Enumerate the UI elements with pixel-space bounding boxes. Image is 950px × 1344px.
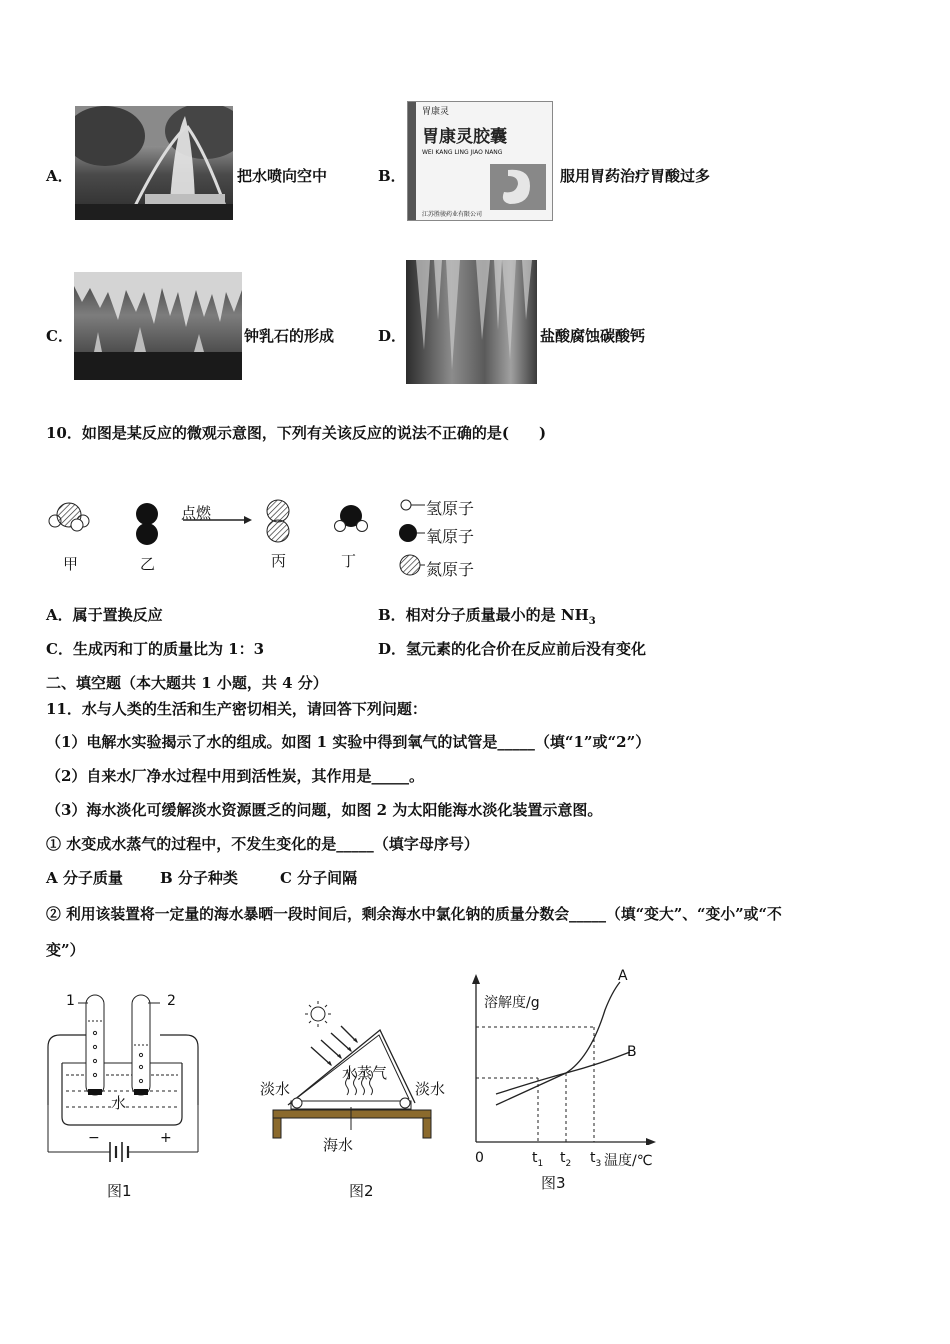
q10-stem: 10．如图是某反应的微观示意图，下列有关该反应的说法不正确的是( ) bbox=[46, 424, 547, 442]
stalactite-photo bbox=[74, 272, 242, 380]
curve-b bbox=[496, 1052, 630, 1094]
q10-option-d: D．氢元素的化合价在反应前后没有变化 bbox=[378, 640, 647, 658]
fig2-sea: 海水 bbox=[323, 1136, 354, 1154]
medicine-pinyin: WEI KANG LING JIAO NANG bbox=[422, 149, 503, 156]
option-d-letter: D． bbox=[378, 327, 407, 345]
option-a-text: 把水喷向空中 bbox=[237, 167, 328, 185]
legend-hydrogen: 氢原子 bbox=[426, 499, 475, 518]
fig1-water-label: 水 bbox=[111, 1094, 127, 1112]
fig2-vapor: 水蒸气 bbox=[342, 1064, 388, 1082]
fig3-t3: $t_3$ bbox=[590, 1150, 602, 1169]
fig1-tube1-label: 1 bbox=[66, 993, 75, 1009]
q11-part2: （2）自来水厂净水过程中用到活性炭，其作用是_____。 bbox=[46, 767, 424, 785]
q10-option-a: A．属于置换反应 bbox=[46, 606, 163, 624]
fig3-curve-a-label: A bbox=[618, 968, 628, 984]
oxygen-molecule-icon bbox=[136, 503, 158, 545]
option-b-text: 服用胃药治疗胃酸过多 bbox=[560, 167, 711, 185]
label-bing: 丙 bbox=[271, 552, 287, 570]
fig1-minus-label: − bbox=[88, 1130, 100, 1146]
q11-part3: （3）海水淡化可缓解淡水资源匮乏的问题，如图 2 为太阳能海水淡化装置示意图。 bbox=[46, 801, 603, 819]
oxygen-legend-icon bbox=[399, 524, 417, 542]
fig3-caption: 图3 bbox=[541, 1174, 566, 1192]
q11-sub2-line2: 变”） bbox=[46, 941, 85, 959]
option-b-letter: B． bbox=[378, 167, 406, 185]
fig2-fresh-right: 淡水 bbox=[415, 1080, 446, 1098]
fountain-photo bbox=[75, 106, 233, 220]
option-a-letter: A． bbox=[46, 167, 73, 185]
water-molecule-icon bbox=[335, 505, 368, 532]
q11-sub2-line1: ② 利用该装置将一定量的海水暴晒一段时间后，剩余海水中氯化钠的质量分数会_____（填“变大”、“变小”或“不 bbox=[46, 906, 782, 923]
fig1-caption: 图1 bbox=[107, 1182, 132, 1200]
section-header: 二、填空题（本大题共 1 小题，共 4 分） bbox=[46, 674, 328, 692]
q11-opt-b: B 分子种类 bbox=[160, 869, 238, 887]
fig3-ylabel: 溶解度/g bbox=[484, 995, 540, 1011]
q11-part1: （1）电解水实验揭示了水的组成。如图 1 实验中得到氧气的试管是_____（填“1”或“2”） bbox=[46, 733, 651, 751]
fig3-origin: 0 bbox=[475, 1150, 484, 1166]
legend-oxygen: 氧原子 bbox=[426, 527, 475, 546]
fig2-fresh-left: 淡水 bbox=[260, 1080, 291, 1098]
label-jia: 甲 bbox=[63, 555, 79, 573]
figure1-electrolysis bbox=[40, 985, 210, 1175]
option-d-text: 盐酸腐蚀碳酸钙 bbox=[540, 327, 646, 345]
fig3-curve-b-label: B bbox=[627, 1044, 637, 1060]
label-yi: 乙 bbox=[140, 555, 156, 573]
fig1-tube2-label: 2 bbox=[167, 993, 176, 1009]
option-c-text: 钟乳石的形成 bbox=[244, 327, 335, 345]
q11-opt-a: A 分子质量 bbox=[46, 869, 123, 887]
fig3-xlabel: 温度/℃ bbox=[604, 1153, 653, 1169]
legend-nitrogen: 氮原子 bbox=[426, 560, 475, 579]
fig3-t2: $t_2$ bbox=[560, 1150, 572, 1169]
fig2-caption: 图2 bbox=[349, 1182, 374, 1200]
medicine-maker: 江苏胜骏药业有限公司 bbox=[422, 211, 483, 218]
stomach-icon bbox=[490, 164, 546, 210]
q10-option-c: C．生成丙和丁的质量比为 1：3 bbox=[46, 640, 265, 658]
q11-opt-c: C 分子间隔 bbox=[280, 869, 358, 887]
nitrogen-legend-icon bbox=[400, 555, 420, 575]
option-c-letter: C． bbox=[46, 327, 73, 345]
fig3-t1: $t_1$ bbox=[532, 1150, 544, 1169]
arrow-label: 点燃 bbox=[181, 504, 212, 522]
q11-stem: 11．水与人类的生活和生产密切相关，请回答下列问题： bbox=[46, 700, 427, 718]
ammonia-molecule-icon bbox=[49, 503, 89, 531]
hydrogen-legend-icon bbox=[401, 500, 411, 510]
label-ding: 丁 bbox=[341, 552, 357, 570]
sun-icon bbox=[305, 1001, 331, 1027]
fig1-plus-label: + bbox=[160, 1130, 172, 1146]
medicine-box-photo bbox=[407, 101, 553, 221]
medicine-title: 胃康灵胶囊 bbox=[422, 127, 507, 147]
q10-option-b: B．相对分子质量最小的是 $NH_3$ bbox=[378, 606, 596, 627]
nitrogen-molecule-icon bbox=[267, 500, 289, 542]
medicine-brand: 胃康灵 bbox=[422, 107, 450, 117]
limestone-photo bbox=[406, 260, 537, 384]
q11-sub1: ① 水变成水蒸气的过程中，不发生变化的是_____（填字母序号） bbox=[46, 835, 479, 853]
